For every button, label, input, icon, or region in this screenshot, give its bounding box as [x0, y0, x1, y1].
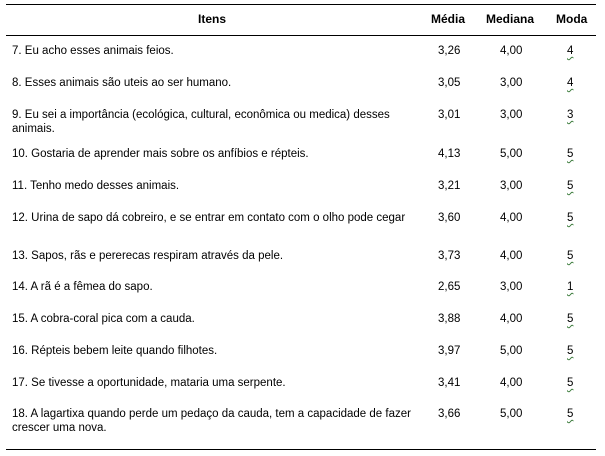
row-moda: 5: [567, 212, 574, 224]
row-media: 4,13: [438, 148, 461, 160]
row-mediana: 3,00: [500, 77, 523, 89]
row-item: 14. A rã é a fêmea do sapo.: [12, 281, 153, 293]
row-moda: 3: [567, 109, 574, 121]
row-mediana: 4,00: [500, 212, 523, 224]
row-media: 3,97: [438, 345, 461, 357]
row-item: 7. Eu acho esses animais feios.: [12, 45, 174, 57]
row-media: 2,65: [438, 281, 461, 293]
row-item: 11. Tenho medo desses animais.: [12, 180, 180, 192]
row-media: 3,88: [438, 313, 461, 325]
row-item: 15. A cobra-coral pica com a cauda.: [12, 313, 195, 325]
row-item: 18. A lagartixa quando perde um pedaço da cauda, tem a capacidade de fazer crescer uma nova.: [12, 408, 411, 434]
row-media: 3,66: [438, 408, 461, 420]
row-item: 12. Urina de sapo dá cobreiro, e se entrar em contato com o olho pode cegar: [12, 212, 406, 224]
row-moda: 5: [567, 250, 574, 262]
row-mediana: 5,00: [500, 148, 523, 160]
row-moda: 5: [567, 377, 574, 389]
row-media: 3,05: [438, 77, 461, 89]
row-mediana: 4,00: [500, 45, 523, 57]
row-item: 13. Sapos, rãs e pererecas respiram através da pele.: [12, 250, 284, 262]
header-media: Média: [431, 12, 466, 26]
row-media: 3,21: [438, 180, 461, 192]
row-moda: 5: [567, 180, 574, 192]
row-media: 3,01: [438, 109, 461, 121]
row-moda: 1: [567, 281, 574, 293]
table-header-rule: [6, 35, 596, 36]
row-moda: 4: [567, 45, 574, 57]
row-moda: 5: [567, 345, 574, 357]
row-mediana: 3,00: [500, 180, 523, 192]
row-item: 17. Se tivesse a oportunidade, mataria uma serpente.: [12, 377, 286, 389]
header-moda: Moda: [556, 12, 588, 26]
row-item: 9. Eu sei a importância (ecológica, cultural, econômica ou medica) desses animais.: [12, 109, 390, 135]
row-item: 8. Esses animais são uteis ao ser humano.: [12, 77, 232, 89]
row-moda: 5: [567, 148, 574, 160]
row-mediana: 4,00: [500, 250, 523, 262]
table-bottom-rule: [6, 449, 596, 450]
header-mediana: Mediana: [486, 12, 535, 26]
table-top-rule: [6, 4, 596, 5]
row-moda: 4: [567, 77, 574, 89]
row-media: 3,41: [438, 377, 461, 389]
row-mediana: 3,00: [500, 281, 523, 293]
row-media: 3,60: [438, 212, 461, 224]
row-mediana: 5,00: [500, 345, 523, 357]
row-mediana: 3,00: [500, 109, 523, 121]
row-moda: 5: [567, 408, 574, 420]
row-moda: 5: [567, 313, 574, 325]
row-media: 3,26: [438, 45, 461, 57]
row-item: 10. Gostaria de aprender mais sobre os anfíbios e répteis.: [12, 148, 309, 160]
row-mediana: 5,00: [500, 408, 523, 420]
row-media: 3,73: [438, 250, 461, 262]
row-mediana: 4,00: [500, 313, 523, 325]
header-itens: Itens: [198, 12, 227, 26]
row-mediana: 4,00: [500, 377, 523, 389]
row-item: 16. Répteis bebem leite quando filhotes.: [12, 345, 218, 357]
